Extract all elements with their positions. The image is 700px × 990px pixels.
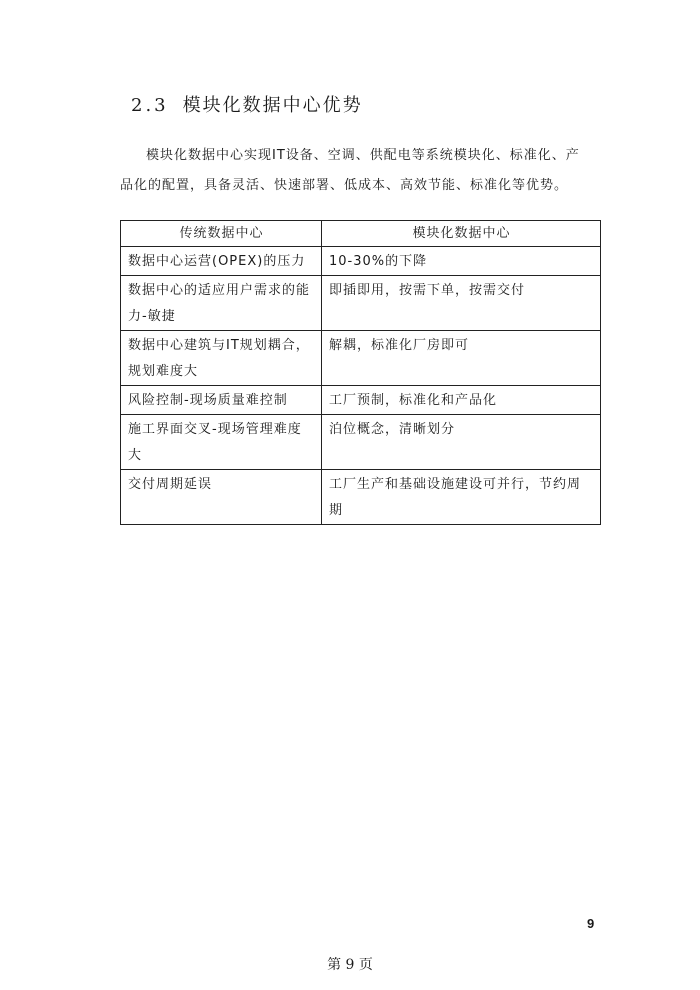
traditional-cell: 风险控制-现场质量难控制 <box>121 386 322 415</box>
body-paragraph: 模块化数据中心实现IT设备、空调、供配电等系统模块化、标准化、产品化的配置，具备灵活、快速部署、低成本、高效节能、标准化等优势。 <box>120 148 580 193</box>
traditional-cell: 数据中心运营(OPEX)的压力 <box>121 247 322 276</box>
table-row <box>121 331 601 386</box>
traditional-cell: 数据中心建筑与IT规划耦合，规划难度大 <box>121 331 322 386</box>
table-row <box>121 276 601 331</box>
section-number: 2.3 <box>131 95 169 116</box>
section-title: 模块化数据中心优势 <box>182 95 363 116</box>
table-row <box>121 247 601 276</box>
table-row <box>121 415 601 470</box>
comparison-table <box>120 220 601 525</box>
modular-cell: 工厂预制，标准化和产品化 <box>322 386 601 415</box>
traditional-cell: 施工界面交叉-现场管理难度大 <box>121 415 322 470</box>
traditional-cell: 数据中心的适应用户需求的能力-敏捷 <box>121 276 322 331</box>
page-footer: 第 9 页 <box>327 957 373 973</box>
table-row <box>121 470 601 525</box>
page-number: 9 <box>587 916 595 931</box>
header-modular: 模块化数据中心 <box>322 221 601 247</box>
section-heading <box>131 91 363 117</box>
modular-cell: 即插即用，按需下单，按需交付 <box>322 276 601 331</box>
modular-cell: 泊位概念，清晰划分 <box>322 415 601 470</box>
table-header-row <box>121 221 601 247</box>
traditional-cell: 交付周期延误 <box>121 470 322 525</box>
header-traditional: 传统数据中心 <box>121 221 322 247</box>
table-row <box>121 386 601 415</box>
modular-cell: 工厂生产和基础设施建设可并行，节约周期 <box>322 470 601 525</box>
modular-cell: 解耦，标准化厂房即可 <box>322 331 601 386</box>
modular-cell: 10-30%的下降 <box>322 247 601 276</box>
